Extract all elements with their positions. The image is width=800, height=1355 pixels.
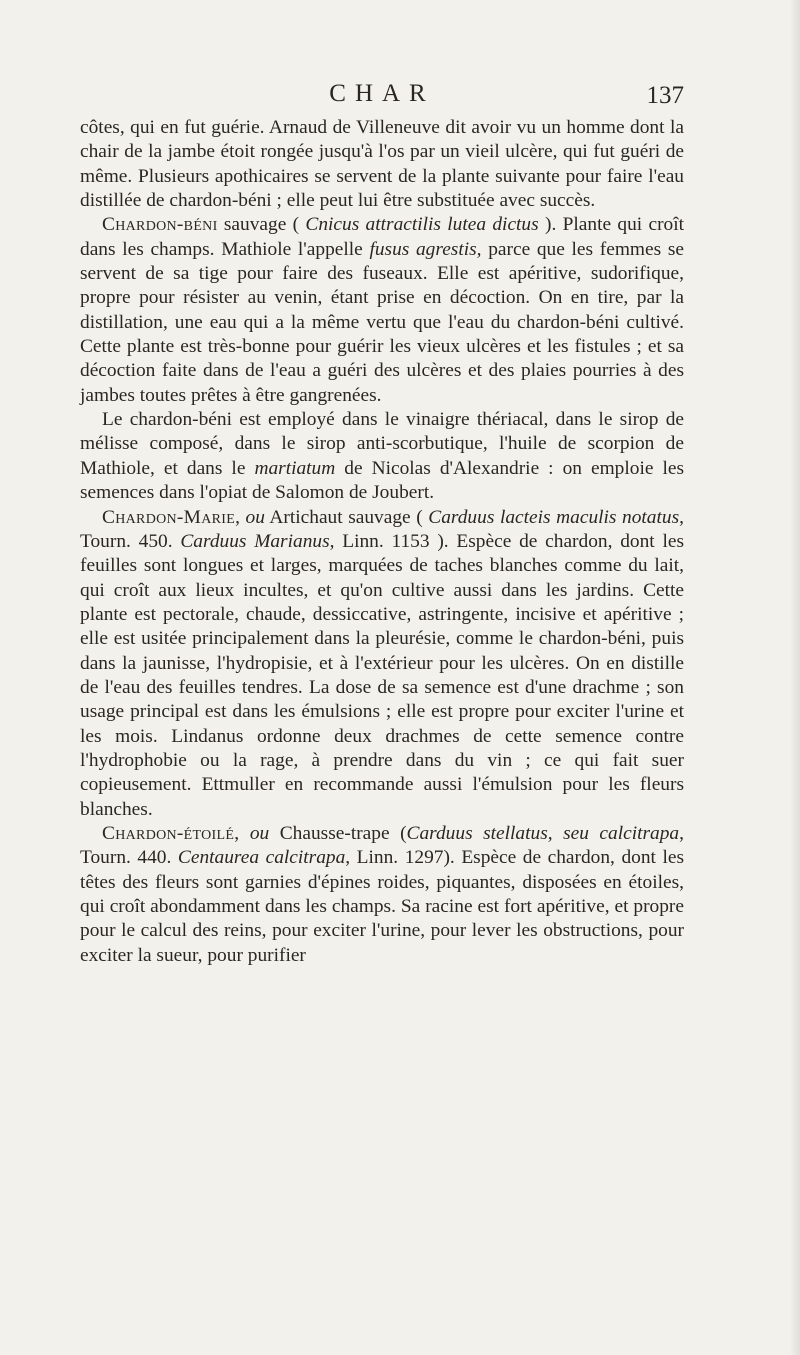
paragraph-text: côtes, qui en fut guérie. Arnaud de Villeneuve dit avoir vu un homme dont la chair de la jambe étoit rongée jusqu'à l'os par un vieil ulcère, qui fut guéri de même. Plusieurs apothicaires se servent de la plante suivante pour faire l'eau distillée de chardon-béni ; elle peut lui être substituée avec succès. bbox=[80, 117, 684, 212]
entry-text: Artichaut sauvage ( bbox=[264, 506, 429, 528]
body-text bbox=[80, 116, 684, 968]
reference-linnaeus: , Linn. 1153 ). bbox=[329, 530, 449, 552]
entry-term: Chardon-béni bbox=[102, 214, 218, 236]
latin-name: martiatum bbox=[254, 457, 336, 479]
page-edge-shadow bbox=[790, 0, 800, 1355]
entry-term: Chardon-Marie bbox=[102, 506, 236, 528]
entry-or: ou bbox=[239, 822, 270, 844]
entry-chardon-beni-sauvage bbox=[80, 213, 684, 408]
entry-or: ou bbox=[245, 506, 265, 528]
paragraph-text: de Nicolas d'Alexandrie : on emploie les semences dans l'opiat de Salomon de Joubert. bbox=[80, 457, 685, 504]
entry-chardon-marie bbox=[80, 506, 684, 822]
latin-name: Carduus Marianus bbox=[180, 530, 330, 552]
reference-linnaeus: , Linn. 1297). bbox=[345, 847, 455, 869]
running-head: CHAR bbox=[329, 80, 435, 107]
reference-tournefort: , Tourn. 450. bbox=[80, 506, 684, 552]
paragraph-continuation bbox=[80, 116, 684, 213]
entry-text: , bbox=[235, 506, 246, 528]
latin-name: Centaurea calcitrapa bbox=[177, 847, 346, 869]
entry-text: Espèce de chardon, dont les têtes des fleurs sont garnies d'épines roides, piquantes, disposées en étoiles, qui croît abondamment dans les champs. Sa racine est fort apéritive, et propre pour le calcul des reins, pour exciter l'urine, pour lever les obstructions, pour exciter la sueur, pour purifier bbox=[80, 847, 684, 966]
latin-name: Carduus lacteis maculis notatus bbox=[428, 506, 680, 528]
latin-name: Carduus stellatus, seu calcitrapa bbox=[406, 822, 680, 844]
latin-name: fusus agrestis, bbox=[369, 238, 482, 260]
entry-text: ). Plante qui croît dans les champs. Mathiole l'appelle bbox=[80, 214, 684, 260]
latin-name: Cnicus attractilis lutea dictus bbox=[305, 214, 539, 236]
entry-text: Chausse-trape ( bbox=[269, 822, 407, 844]
entry-term: Chardon-étoilé, bbox=[102, 822, 240, 844]
paragraph-chardon-beni-usage bbox=[80, 408, 684, 505]
entry-text: sauvage ( bbox=[217, 214, 306, 236]
entry-text: parce que les femmes se servent de sa tige pour faire des fuseaux. Elle est apéritive, sudorifique, propre pour résister au venin, étant prise en décoction. On en tire, par la distillation, une eau qui a la même vertu que l'eau du chardon-béni cultivé. Cette plante est très-bonne pour guérir les vieux ulcères et les fistules ; et sa décoction faite dans de l'eau a guéri des ulcères et des plaies pourries à des jambes toutes prêtes à être gangrenées. bbox=[80, 238, 684, 406]
entry-text: Espèce de chardon, dont les feuilles sont longues et larges, marquées de taches blanches comme du lait, qui croît aux lieux incultes, et qu'on cultive aussi dans les jardins. Cette plante est pectorale, chaude, dessiccative, astringente, incisive et apéritive ; elle est usitée principalement dans la pleurésie, comme le chardon-béni, puis dans la jaunisse, l'hydropisie, et à l'extérieur pour les ulcères. On en distille de l'eau des feuilles tendres. La dose de sa semence est d'une drachme ; son usage principal est dans les émulsions ; elle est propre pour exciter l'urine et les mois. Lindanus ordonne deux drachmes de cette semence contre l'hydrophobie ou la rage, à prendre dans du vin ; ce qui fait suer copieusement. Ettmuller en recommande aussi l'émulsion pour les fleurs blanches. bbox=[80, 530, 685, 820]
page-header bbox=[80, 74, 684, 114]
page-number: 137 bbox=[646, 82, 684, 109]
entry-chardon-etoile bbox=[80, 822, 684, 968]
paragraph-text: Le chardon-béni est employé dans le vinaigre thériacal, dans le sirop de mélisse composé, dans le sirop anti-scorbutique, l'huile de scorpion de Mathiole, et dans le bbox=[80, 409, 684, 479]
reference-tournefort: , Tourn. 440. bbox=[80, 822, 684, 869]
